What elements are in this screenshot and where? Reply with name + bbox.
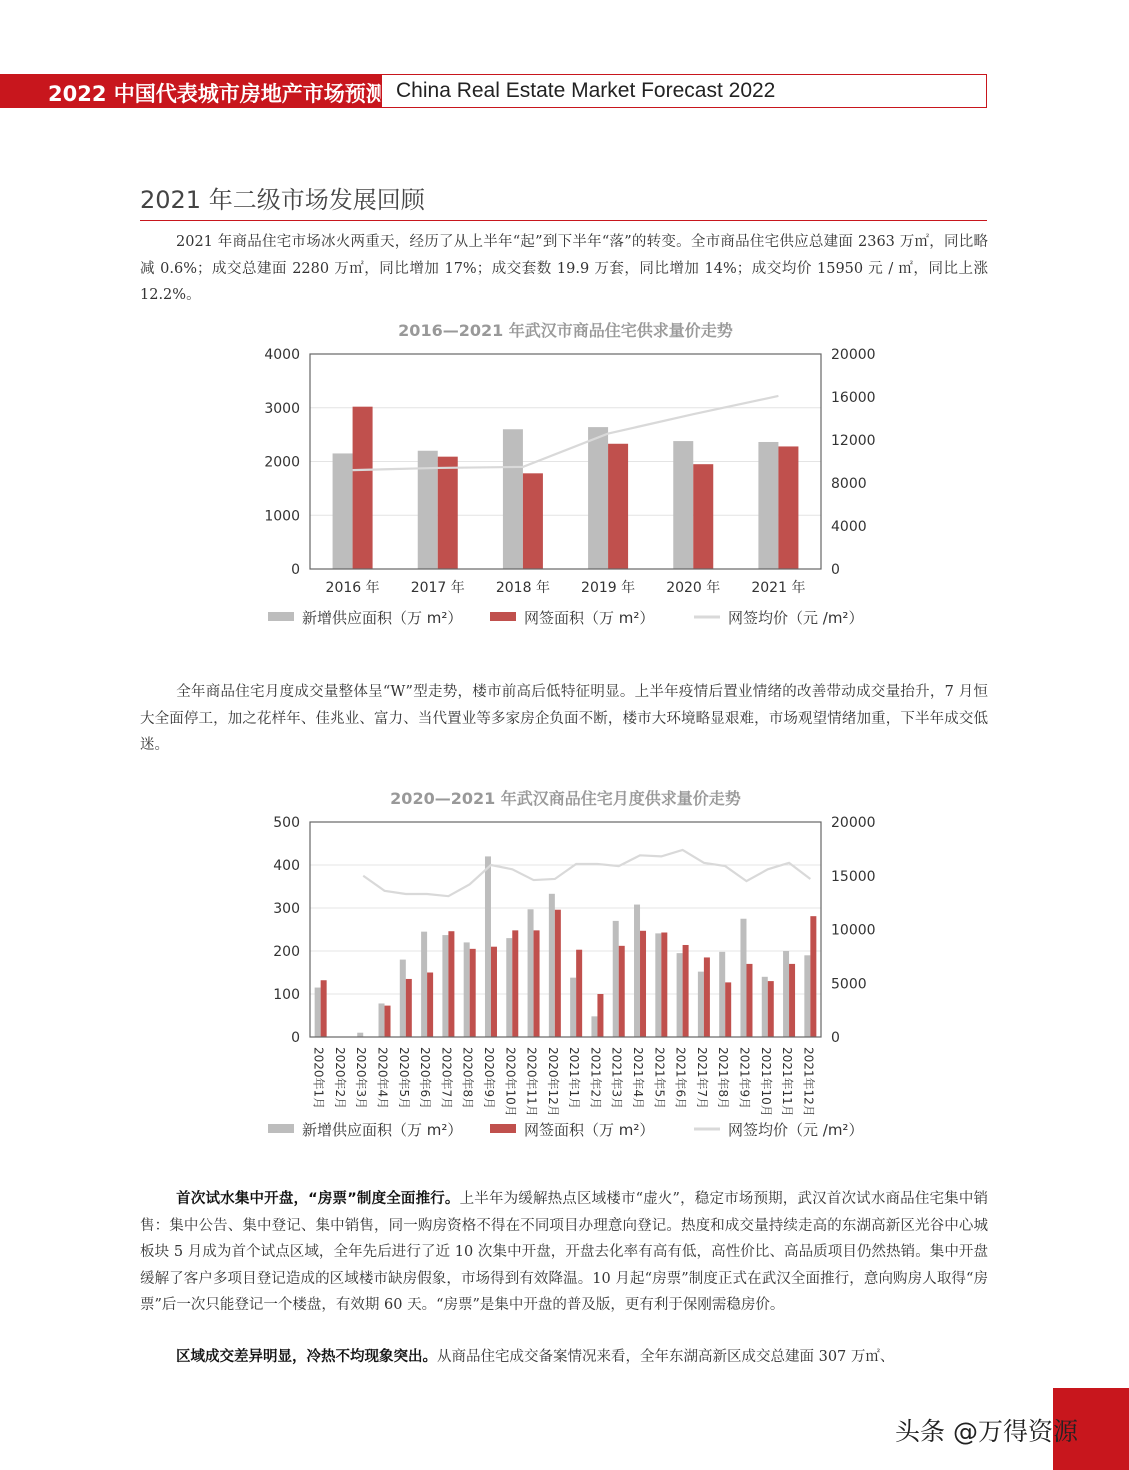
monthly-supply-demand-chart bbox=[0, 780, 1129, 1160]
supply-bar bbox=[762, 977, 768, 1037]
supply-bar bbox=[613, 921, 619, 1037]
y2-tick-label: 10000 bbox=[831, 922, 876, 939]
y2-tick-label: 15000 bbox=[831, 868, 876, 885]
y-tick-label: 0 bbox=[291, 1030, 300, 1046]
supply-bar bbox=[570, 978, 576, 1037]
supply-bar bbox=[588, 427, 608, 569]
deal-bar bbox=[597, 994, 603, 1037]
annual-supply-demand-chart bbox=[0, 310, 1129, 640]
y2-tick-label: 20000 bbox=[831, 347, 876, 363]
y2-tick-label: 4000 bbox=[831, 519, 867, 535]
watermark-text: 头条 @万得资源 bbox=[895, 1417, 1078, 1446]
deal-bar bbox=[427, 973, 433, 1038]
deal-bar bbox=[768, 981, 774, 1037]
y-tick-label: 400 bbox=[273, 858, 300, 874]
supply-bar bbox=[464, 942, 470, 1037]
y2-tick-label: 5000 bbox=[831, 976, 867, 993]
deal-bar bbox=[661, 933, 667, 1037]
supply-bar bbox=[528, 909, 534, 1037]
legend-supply-swatch bbox=[268, 612, 294, 621]
deal-bar bbox=[746, 964, 752, 1037]
header-en-title: China Real Estate Market Forecast 2022 bbox=[396, 79, 776, 102]
supply-bar bbox=[357, 1033, 363, 1037]
y2-tick-label: 12000 bbox=[831, 433, 876, 449]
x-tick-label: 2021年10月 bbox=[758, 1047, 773, 1117]
legend-label: 新增供应面积（万 m²） bbox=[302, 1121, 463, 1139]
x-tick-label: 2021年5月 bbox=[652, 1047, 667, 1110]
supply-bar bbox=[758, 442, 778, 569]
deal-bar bbox=[619, 946, 625, 1037]
deal-bar bbox=[693, 464, 713, 569]
supply-bar bbox=[677, 953, 683, 1037]
x-tick-label: 2020年3月 bbox=[354, 1047, 369, 1110]
deal-bar bbox=[512, 930, 518, 1037]
x-tick-label: 2020年11月 bbox=[524, 1047, 539, 1117]
paragraph-2 bbox=[140, 679, 988, 759]
deal-bar bbox=[810, 916, 816, 1037]
supply-bar bbox=[421, 932, 427, 1037]
deal-bar bbox=[608, 444, 628, 569]
section-title: 2021 年二级市场发展回顾 bbox=[140, 186, 425, 214]
supply-bar bbox=[442, 935, 448, 1037]
x-tick-label: 2021年6月 bbox=[673, 1047, 688, 1110]
legend-supply-swatch bbox=[268, 1124, 294, 1133]
legend-label: 新增供应面积（万 m²） bbox=[302, 609, 463, 627]
paragraph-1-text: 2021 年商品住宅市场冰火两重天，经历了从上半年“起”到下半年“落”的转变。全市商品住宅供应总建面 2363 万㎡，同比略减 0.6%；成交总建面 2280 万㎡，同比增加 17%；成交套数 19.9 万套，同比增加 14%；成交均价 15950 元 / ㎡，同比上涨 12.2%。 bbox=[140, 234, 988, 303]
deal-bar bbox=[353, 407, 373, 569]
supply-bar bbox=[634, 905, 640, 1037]
supply-bar bbox=[698, 972, 704, 1037]
deal-bar bbox=[491, 947, 497, 1037]
supply-bar bbox=[655, 933, 661, 1037]
x-tick-label: 2019 年 bbox=[581, 580, 636, 596]
legend-deal-swatch bbox=[490, 612, 516, 621]
header-red-banner bbox=[0, 74, 387, 108]
x-tick-label: 2021年3月 bbox=[609, 1047, 624, 1110]
x-tick-label: 2021年7月 bbox=[694, 1047, 709, 1110]
paragraph-3-text: 上半年为缓解热点区域楼市“虚火”，稳定市场预期，武汉首次试水商品住宅集中销售：集中公告、集中登记、集中销售，同一购房资格不得在不同项目办理意向登记。热度和成交量持续走高的东湖高新区光谷中心城板块 5 月成为首个试点区域，全年先后进行了近 10 次集中开盘，开盘去化率有高有低，高性价比、高品质项目仍然热销。集中开盘缓解了客户多项目登记造成的区域楼市缺房假象，市场得到有效降温。10 月起“房票”制度正式在武汉全面推行，意向购房人取得“房票”后一次只能登记一个楼盘，有效期 60 天。“房票”是集中开盘的普及版，更有利于保刚需稳房价。 bbox=[140, 1191, 989, 1313]
supply-bar bbox=[503, 429, 523, 569]
deal-bar bbox=[534, 930, 540, 1037]
x-tick-label: 2021年8月 bbox=[716, 1047, 731, 1110]
deal-bar bbox=[438, 457, 458, 569]
header-cn-title: 2022 中国代表城市房地产市场预测 bbox=[48, 82, 387, 106]
deal-bar bbox=[683, 945, 689, 1037]
supply-bar bbox=[740, 919, 746, 1037]
x-tick-label: 2016 年 bbox=[325, 580, 380, 596]
paragraph-3-heading: 首次试水集中开盘，“房票”制度全面推行。 bbox=[176, 1191, 460, 1207]
supply-bar bbox=[506, 938, 512, 1037]
y-tick-label: 4000 bbox=[264, 347, 300, 363]
y2-tick-label: 20000 bbox=[831, 815, 876, 831]
section-divider bbox=[140, 220, 987, 221]
paragraph-1 bbox=[140, 229, 988, 309]
x-tick-label: 2021 年 bbox=[751, 580, 806, 596]
deal-bar bbox=[555, 910, 561, 1037]
deal-bar bbox=[640, 931, 646, 1037]
x-tick-label: 2020年8月 bbox=[460, 1047, 475, 1110]
x-tick-label: 2020年7月 bbox=[439, 1047, 454, 1110]
price-line bbox=[363, 850, 810, 896]
deal-bar bbox=[704, 957, 710, 1037]
paragraph-3 bbox=[140, 1186, 988, 1319]
y2-tick-label: 0 bbox=[831, 1030, 840, 1046]
supply-bar bbox=[673, 441, 693, 569]
supply-bar bbox=[591, 1016, 597, 1037]
supply-bar bbox=[549, 894, 555, 1037]
x-tick-label: 2020年4月 bbox=[375, 1047, 390, 1110]
deal-bar bbox=[385, 1006, 391, 1037]
deal-bar bbox=[321, 980, 327, 1037]
y2-tick-label: 0 bbox=[831, 562, 840, 578]
x-tick-label: 2021年1月 bbox=[567, 1047, 582, 1110]
y-tick-label: 200 bbox=[273, 944, 300, 960]
legend-label: 网签均价（元 /m²） bbox=[728, 609, 864, 627]
supply-bar bbox=[315, 988, 321, 1037]
legend-label: 网签面积（万 m²） bbox=[524, 1121, 655, 1139]
deal-bar bbox=[725, 982, 731, 1037]
deal-bar bbox=[448, 931, 454, 1037]
supply-bar bbox=[485, 856, 491, 1037]
deal-bar bbox=[470, 949, 476, 1037]
deal-bar bbox=[406, 979, 412, 1037]
x-tick-label: 2021年2月 bbox=[588, 1047, 603, 1110]
x-tick-label: 2021年9月 bbox=[737, 1047, 752, 1110]
deal-bar bbox=[778, 446, 798, 569]
x-tick-label: 2020 年 bbox=[666, 580, 721, 596]
y-tick-label: 100 bbox=[273, 987, 300, 1003]
paragraph-4-text: 从商品住宅成交备案情况来看，全年东湖高新区成交总建面 307 万㎡、 bbox=[437, 1349, 895, 1365]
y-tick-label: 300 bbox=[273, 901, 300, 917]
y-tick-label: 0 bbox=[291, 562, 300, 578]
y-tick-label: 2000 bbox=[264, 454, 300, 471]
deal-bar bbox=[523, 473, 543, 569]
y-tick-label: 500 bbox=[273, 815, 300, 831]
header-en-banner bbox=[381, 74, 987, 108]
x-tick-label: 2021年4月 bbox=[631, 1047, 646, 1110]
supply-bar bbox=[804, 955, 810, 1037]
y-tick-label: 3000 bbox=[264, 400, 300, 417]
chart-title: 2016—2021 年武汉市商品住宅供求量价走势 bbox=[398, 321, 733, 340]
paragraph-4-heading: 区域成交差异明显，冷热不均现象突出。 bbox=[176, 1349, 437, 1365]
supply-bar bbox=[400, 960, 406, 1037]
deal-bar bbox=[576, 950, 582, 1037]
y2-tick-label: 8000 bbox=[831, 476, 867, 492]
x-tick-label: 2020年5月 bbox=[396, 1047, 411, 1110]
x-tick-label: 2020年9月 bbox=[481, 1047, 496, 1110]
paragraph-2-text: 全年商品住宅月度成交量整体呈“W”型走势，楼市前高后低特征明显。上半年疫情后置业情绪的改善带动成交量抬升，7 月恒大全面停工，加之花样年、佳兆业、富力、当代置业等多家房企负面不断，楼市大环境略显艰难，市场观望情绪加重，下半年成交低迷。 bbox=[140, 684, 988, 753]
x-tick-label: 2021年12月 bbox=[801, 1047, 816, 1117]
chart-title: 2020—2021 年武汉商品住宅月度供求量价走势 bbox=[390, 789, 741, 808]
x-tick-label: 2018 年 bbox=[495, 580, 550, 596]
y2-tick-label: 16000 bbox=[831, 390, 876, 406]
y-tick-label: 1000 bbox=[264, 508, 300, 525]
x-tick-label: 2020年6月 bbox=[418, 1047, 433, 1110]
supply-bar bbox=[333, 453, 353, 569]
paragraph-4 bbox=[140, 1344, 988, 1371]
supply-bar bbox=[379, 1003, 385, 1037]
x-tick-label: 2017 年 bbox=[410, 580, 465, 596]
supply-bar bbox=[783, 951, 789, 1037]
x-tick-label: 2020年12月 bbox=[545, 1047, 560, 1117]
x-tick-label: 2020年1月 bbox=[311, 1047, 326, 1110]
legend-label: 网签面积（万 m²） bbox=[524, 609, 655, 627]
deal-bar bbox=[789, 964, 795, 1037]
price-line bbox=[353, 396, 779, 470]
legend-label: 网签均价（元 /m²） bbox=[728, 1121, 864, 1139]
supply-bar bbox=[719, 952, 725, 1037]
x-tick-label: 2020年10月 bbox=[503, 1047, 518, 1117]
x-tick-label: 2021年11月 bbox=[780, 1047, 795, 1117]
legend-deal-swatch bbox=[490, 1124, 516, 1133]
x-tick-label: 2020年2月 bbox=[332, 1047, 347, 1110]
